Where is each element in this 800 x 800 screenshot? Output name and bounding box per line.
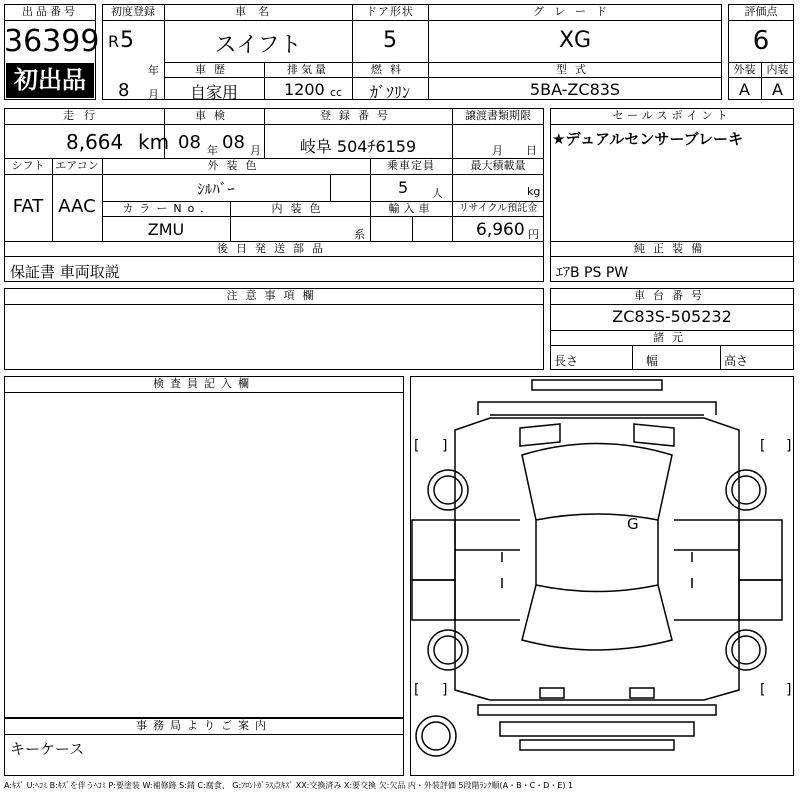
shift-value: FAT xyxy=(12,196,44,217)
capacity-unit: 人 xyxy=(432,187,443,200)
score-int-label: 内装 xyxy=(766,63,789,76)
inspection-label: 車検 xyxy=(195,109,233,122)
inspection-month-unit: 月 xyxy=(250,144,261,157)
car-name-label: 車名 xyxy=(235,5,281,18)
later-items-value: 保証書 車両取説 xyxy=(10,263,120,281)
recycle-label: リサイクル預託金 xyxy=(458,203,538,214)
transfer-docs-label: 譲渡書類期限 xyxy=(465,109,531,122)
first-reg-label: 初度登録 xyxy=(111,5,155,18)
score-int-value: A xyxy=(772,80,783,99)
inspection-year-unit: 年 xyxy=(207,144,218,157)
max-load-unit: kg xyxy=(527,185,541,198)
reg-year-unit: 年 xyxy=(148,64,159,77)
displacement-value: 1200 xyxy=(284,80,325,99)
car-name-value: スイフト xyxy=(214,33,302,58)
plate-label: 登録番号 xyxy=(320,109,396,122)
office-label: 事務局よりご案内 xyxy=(136,719,272,732)
reg-year: 5 xyxy=(120,28,134,53)
imported-label: 輸入車 xyxy=(388,202,434,215)
inspection-month: 08 xyxy=(222,132,245,153)
door-label: ドア形状 xyxy=(366,5,414,18)
lot-label: 出品番号 xyxy=(22,5,78,18)
recycle-unit: 円 xyxy=(528,228,539,241)
diagram-bracket-front-left-close: ] xyxy=(442,438,448,454)
diagram-bracket-rear-left-close: ] xyxy=(442,682,448,698)
plate-value: 岐阜 504ﾁ6159 xyxy=(299,137,417,156)
chassis-label: 車台番号 xyxy=(634,289,710,302)
sales-point-value: ★デュアルセンサーブレーキ xyxy=(552,130,744,148)
diagram-bracket-rear-right: [ xyxy=(760,682,766,698)
model-code-value: 5BA-ZC83S xyxy=(529,80,621,99)
max-load-label: 最大積載量 xyxy=(470,159,526,172)
aircon-value: AAC xyxy=(58,196,96,217)
transfer-day-unit: 日 xyxy=(526,144,537,157)
shift-label: シフト xyxy=(11,159,45,172)
equipment-value: ｴｱB PS PW xyxy=(556,265,629,281)
displacement-label: 排気量 xyxy=(287,63,329,76)
inspection-year: 08 xyxy=(178,132,201,153)
score-value: 6 xyxy=(752,26,770,56)
dimensions-label: 諸元 xyxy=(653,331,691,344)
fuel-label: 燃料 xyxy=(371,63,409,76)
reg-month-unit: 月 xyxy=(148,88,159,101)
aircon-label: エアコン xyxy=(55,159,99,172)
grade-value: XG xyxy=(558,28,592,53)
color-no-value: ZMU xyxy=(147,220,185,239)
interior-color-unit: 系 xyxy=(354,228,365,241)
fuel-value: ｶﾞｿﾘﾝ xyxy=(369,83,410,102)
inspector-box xyxy=(4,376,404,718)
color-no-label: カラーNo. xyxy=(122,202,210,215)
capacity-label: 乗車定員 xyxy=(387,159,435,172)
first-listing-text: 初出品 xyxy=(14,66,86,94)
reg-month: 8 xyxy=(118,80,130,101)
score-label: 評価点 xyxy=(744,5,778,18)
model-code-label: 型式 xyxy=(556,63,594,76)
interior-color-label: 内装色 xyxy=(271,202,329,215)
mileage-label: 走行 xyxy=(63,109,105,122)
diagram-bracket-rear-right-close: ] xyxy=(786,682,792,698)
diagram-bracket-front-left: [ xyxy=(414,438,420,454)
transfer-month-unit: 月 xyxy=(492,144,503,157)
dimension-height: 高さ xyxy=(724,354,749,368)
dimension-width: 幅 xyxy=(646,354,659,368)
mileage-value: 8,664 xyxy=(66,130,124,154)
legend-text: A:ｷｽﾞ U:ﾍｺﾐ B:ｷｽﾞを伴うﾍｺﾐ P:要塗装 W:補修跡 S:錆 C:腐食、 G:ﾌﾛﾝﾄｶﾞﾗｽ点ｷｽﾞ XX:交換済み X:要交換 欠:欠品 内・外装評価 5段階ﾗﾝｸ順(A・B・C・D・E) 1 xyxy=(4,781,574,790)
recycle-value: 6,960 xyxy=(476,220,525,240)
office-value: キーケース xyxy=(10,740,85,758)
chassis-value: ZC83S-505232 xyxy=(612,307,732,326)
history-value: 自家用 xyxy=(189,83,238,102)
sales-point-label: セールスポイント xyxy=(612,109,732,122)
exterior-color-label: 外装色 xyxy=(207,159,265,172)
displacement-unit: cc xyxy=(330,86,343,99)
diagram-bracket-rear-left: [ xyxy=(414,682,420,698)
later-items-label: 後日発送部品 xyxy=(217,242,331,255)
history-label: 車歴 xyxy=(195,63,233,76)
score-ext-label: 外装 xyxy=(733,63,756,76)
diagram-bracket-front-right-close: ] xyxy=(786,438,792,454)
car-diagram-box xyxy=(410,376,794,776)
mileage-unit: km xyxy=(138,130,170,154)
equipment-label: 純正装備 xyxy=(634,242,710,255)
inspector-label: 検査員記入欄 xyxy=(153,377,255,390)
reg-era: R xyxy=(108,32,120,51)
dimension-length: 長さ xyxy=(554,354,579,368)
lot-number: 36399 xyxy=(4,24,100,59)
door-value: 5 xyxy=(383,28,397,53)
notes-label: 注意事項欄 xyxy=(226,289,322,302)
windshield-chip-mark: G xyxy=(627,515,639,533)
diagram-bracket-front-right: [ xyxy=(760,438,766,454)
grade-label: グレード xyxy=(533,5,617,18)
score-ext-value: A xyxy=(739,80,750,99)
exterior-color-value: ｼﾙﾊﾞｰ xyxy=(197,180,235,198)
capacity-value: 5 xyxy=(398,178,409,197)
